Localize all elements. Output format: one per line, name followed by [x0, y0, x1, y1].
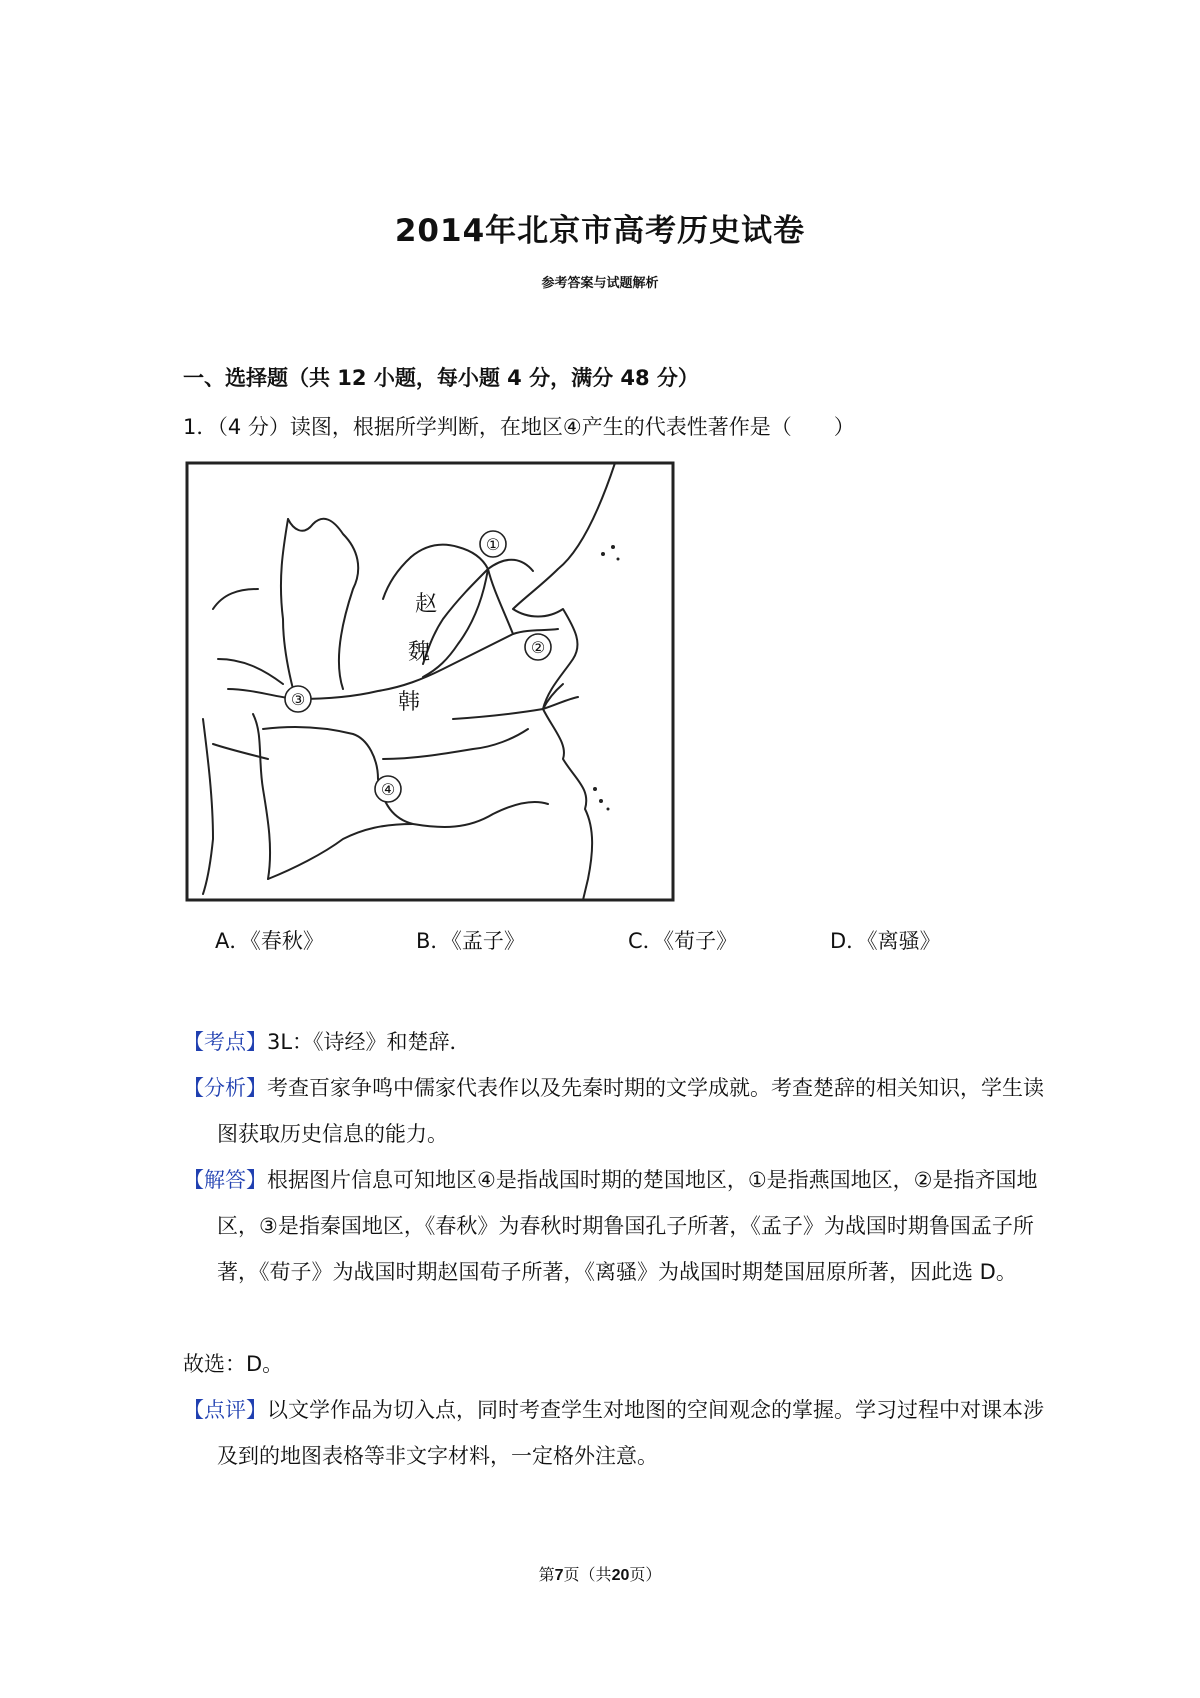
dianping-paragraph [183, 1387, 1057, 1479]
page-subtitle: 参考答案与试题解析 [541, 276, 659, 291]
footer-mid: 页（共 [563, 1565, 612, 1584]
map-marker-3: ③ [290, 690, 306, 709]
answer-line: 故选：D。 [183, 1352, 284, 1376]
dianping-text: 以文学作品为切入点，同时考查学生对地图的空间观念的掌握。学习过程中对课本涉及到的地图表格等非文字材料，一定格外注意。 [217, 1398, 1044, 1468]
footer-page-number: 7 [554, 1567, 564, 1584]
jieda-paragraph [183, 1157, 1057, 1295]
page-title: 2014年北京市高考历史试卷 [394, 213, 806, 249]
page-footer [0, 1562, 1200, 1585]
footer-total-pages: 20 [611, 1567, 630, 1584]
option-c: C．《荀子》 [628, 929, 738, 953]
map-marker-2: ② [530, 638, 546, 657]
jieda-tag: 【解答】 [183, 1168, 267, 1192]
footer-suffix: 页） [629, 1565, 662, 1584]
option-a: A．《春秋》 [215, 929, 324, 953]
map-label-wei: 魏 [407, 640, 431, 665]
kaodian-tag: 【考点】 [183, 1030, 267, 1054]
question-stem: 1．（4 分）读图，根据所学判断，在地区④产生的代表性著作是（ ） [183, 415, 855, 439]
warring-states-map [183, 459, 677, 904]
footer-prefix: 第 [538, 1565, 555, 1584]
map-marker-1: ① [485, 535, 501, 554]
section-heading: 一、选择题（共 12 小题，每小题 4 分，满分 48 分） [183, 366, 699, 390]
map-marker-4: ④ [380, 780, 396, 799]
dianping-tag: 【点评】 [183, 1398, 267, 1422]
jieda-text: 根据图片信息可知地区④是指战国时期的楚国地区，①是指燕国地区，②是指齐国地区，③是指秦国地区，《春秋》为春秋时期鲁国孔子所著，《孟子》为战国时期鲁国孟子所著，《荀子》为战国时期赵国荀子所著，《离骚》为战国时期楚国屈原所著，因此选 D。 [217, 1168, 1038, 1284]
fenxi-paragraph [183, 1065, 1057, 1157]
kaodian-paragraph [183, 1019, 1057, 1065]
map-label-han: 韩 [397, 690, 421, 715]
map-label-zhao: 赵 [414, 592, 438, 617]
option-d: D．《离骚》 [830, 929, 941, 953]
option-b: B．《孟子》 [416, 929, 525, 953]
fenxi-text: 考查百家争鸣中儒家代表作以及先秦时期的文学成就。考查楚辞的相关知识，学生读图获取历史信息的能力。 [217, 1076, 1044, 1146]
kaodian-text: 3L：《诗经》和楚辞． [267, 1030, 471, 1054]
fenxi-tag: 【分析】 [183, 1076, 267, 1100]
